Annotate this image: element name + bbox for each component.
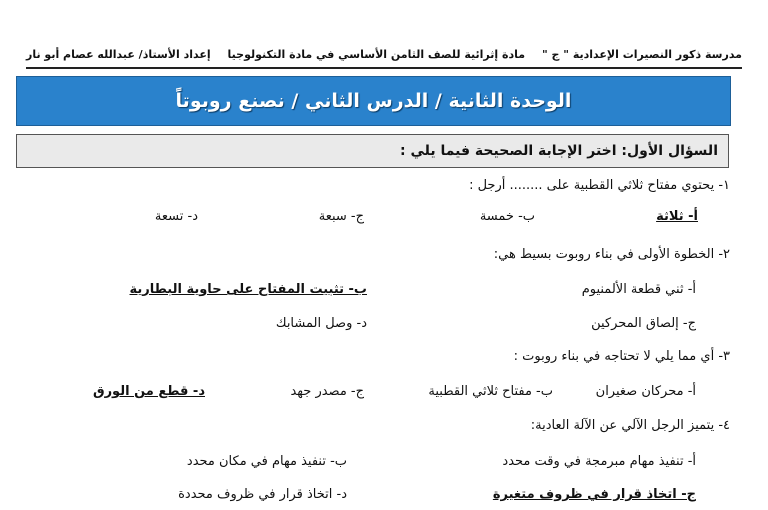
question-3-text: ٣- أي مما يلي لا تحتاجه في بناء روبوت : (513, 349, 730, 364)
lesson-title: الوحدة الثانية / الدرس الثاني / نصنع روبوتاً (175, 90, 572, 112)
lesson-banner (16, 76, 731, 126)
school-name: مدرسة ذكور النصيرات الإعدادية " ج " (541, 47, 742, 61)
q1-option-a: أ- ثلاثة (656, 209, 698, 224)
question-heading: السؤال الأول: اختر الإجابة الصحيحة فيما يلي : (400, 143, 718, 159)
subject-title: مادة إثرائية للصف الثامن الأساسي في مادة التكنولوجيا (227, 47, 526, 61)
q4-option-d: د- اتخاذ قرار في ظروف محددة (178, 487, 347, 502)
q1-option-b: ب- خمسة (479, 209, 535, 224)
q1-option-c: ج- سبعة (318, 209, 364, 224)
q3-option-d: د- قطع من الورق (92, 384, 205, 399)
q3-option-b: ب- مفتاح ثلاثي القطبية (428, 384, 553, 399)
q2-option-c: ج- إلصاق المحركين (591, 316, 696, 331)
q1-option-d: د- تسعة (154, 209, 198, 224)
question-1-text: ١- يحتوي مفتاح ثلاثي القطبية على ........ أرجل : (469, 178, 730, 193)
author-name: إعداد الأستاذ/ عبدالله عصام أبو نار (26, 47, 211, 61)
q2-option-a: أ- ثني قطعة الألمنيوم (581, 282, 696, 297)
question-4-text: ٤- يتميز الرجل الآلي عن الآلة العادية: (530, 418, 730, 433)
q3-option-a: أ- محركان صغيران (595, 384, 696, 399)
q4-option-b: ب- تنفيذ مهام في مكان محدد (186, 454, 347, 469)
page-header (26, 41, 742, 69)
q2-option-d: د- وصل المشابك (275, 316, 367, 331)
q4-option-c: ج- اتخاذ قرار في ظروف متغيرة (492, 487, 696, 502)
question-heading-box (16, 134, 729, 168)
question-2-text: ٢- الخطوة الأولى في بناء روبوت بسيط هي: (493, 247, 730, 262)
q2-option-b: ب- تثبيت المفتاح على حاوية البطارية (129, 282, 367, 297)
q4-option-a: أ- تنفيذ مهام مبرمجة في وقت محدد (502, 454, 696, 469)
q3-option-c: ج- مصدر جهد (290, 384, 364, 399)
